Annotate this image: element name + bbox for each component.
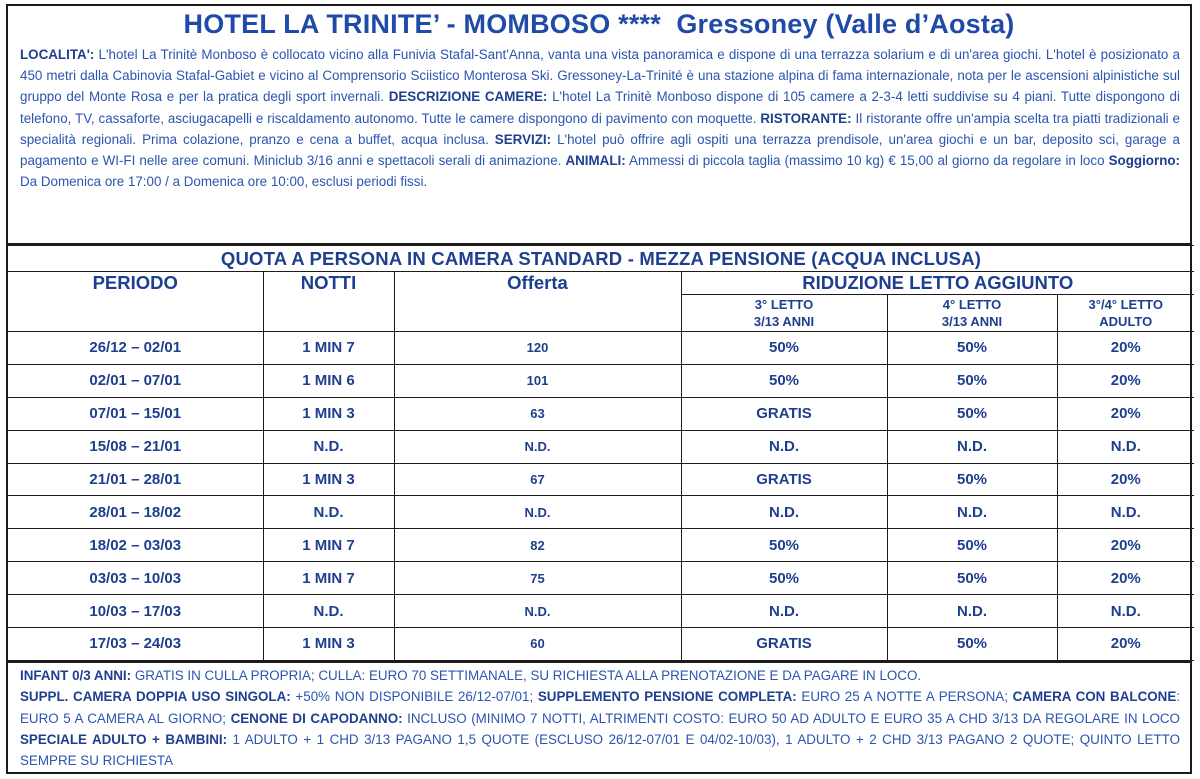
ristorante-text: Il ristorante offre un'ampia scelta tra piatti tradizionali e specialità regionali. Prima colazione, pranzo e cena a buffet, acqua inclusa. (20, 110, 1180, 147)
cell-offerta: 75 (394, 562, 681, 595)
cell-riduzione-3: 50% (681, 529, 887, 562)
cell-riduzione-4: N.D. (887, 595, 1057, 628)
cell-periodo: 03/03 – 10/03 (8, 562, 263, 595)
cell-riduzione-3: N.D. (681, 496, 887, 529)
cell-riduzione-3: GRATIS (681, 463, 887, 496)
balcone-text: : EURO 5 A CAMERA AL GIORNO; (20, 689, 1180, 726)
cell-periodo: 28/01 – 18/02 (8, 496, 263, 529)
page-title (8, 6, 1190, 42)
cell-periodo: 26/12 – 02/01 (8, 332, 263, 365)
table-row (8, 463, 1194, 496)
camere-text: L'hotel La Trinitè Monboso dispone di 105 camere a 2-3-4 letti suddivise su 4 piani. Tutte dispongono di telefono, TV, cassaforte, asciugacapelli e riscaldamento autonomo. Tutte le camere dispongono di pavimento con moquette. (20, 89, 1180, 126)
header-terzo-letto-line2: 3/13 ANNI (753, 314, 815, 329)
cell-notti: 1 MIN 3 (263, 463, 394, 496)
soggiorno-label: Soggiorno: (1108, 153, 1181, 169)
table-row (8, 430, 1194, 463)
camere-label: DESCRIZIONE CAMERE: (388, 89, 548, 105)
cell-periodo: 18/02 – 03/03 (8, 529, 263, 562)
cell-riduzione-4: 50% (887, 529, 1057, 562)
cell-offerta: 101 (394, 364, 681, 397)
cell-riduzione-3: N.D. (681, 430, 887, 463)
cell-riduzione-4: N.D. (887, 496, 1057, 529)
table-row (8, 364, 1194, 397)
cell-offerta: 63 (394, 397, 681, 430)
singola-text: +50% NON DISPONIBILE 26/12-07/01; (290, 689, 538, 705)
singola-label: SUPPL. CAMERA DOPPIA USO SINGOLA: (20, 689, 291, 705)
price-table (8, 245, 1194, 661)
completa-label: SUPPLEMENTO PENSIONE COMPLETA: (537, 689, 797, 705)
booking-notes (8, 661, 1190, 771)
table-band-title: QUOTA A PERSONA IN CAMERA STANDARD - MEZZA PENSIONE (ACQUA INCLUSA) (8, 246, 1194, 272)
table-row (8, 496, 1194, 529)
localita-label: LOCALITA': (20, 47, 95, 62)
infant-label: INFANT 0/3 ANNI: (20, 667, 132, 683)
hotel-description (8, 42, 1190, 245)
cell-riduzione-4: 50% (887, 332, 1057, 365)
completa-text: EURO 25 A NOTTE A PERSONA; (796, 689, 1013, 705)
cell-notti: 1 MIN 3 (263, 628, 394, 661)
header-adulto-letto-line1: 3°/4° LETTO (1088, 297, 1163, 312)
cell-notti: 1 MIN 3 (263, 397, 394, 430)
speciale-text: 1 ADULTO + 1 CHD 3/13 PAGANO 1,5 QUOTE (ESCLUSO 26/12-07/01 E 04/02-10/03), 1 ADULTO + 2 CHD 3/13 PAGANO 2 QUOTE; QUINTO LETTO SEMPRE SU RICHIESTA (20, 731, 1180, 769)
cell-riduzione-4: 50% (887, 562, 1057, 595)
cell-riduzione-4: 50% (887, 364, 1057, 397)
cell-riduzione-adulto: 20% (1057, 332, 1194, 365)
cell-riduzione-3: 50% (681, 364, 887, 397)
cell-riduzione-adulto: N.D. (1057, 430, 1194, 463)
cell-periodo: 15/08 – 21/01 (8, 430, 263, 463)
capodanno-label: CENONE DI CAPODANNO: (230, 710, 403, 726)
cell-notti: N.D. (263, 595, 394, 628)
cell-riduzione-adulto: 20% (1057, 628, 1194, 661)
header-riduzione: RIDUZIONE LETTO AGGIUNTO (681, 272, 1194, 295)
cell-notti: 1 MIN 7 (263, 562, 394, 595)
table-row (8, 332, 1194, 365)
table-row (8, 595, 1194, 628)
table-row (8, 562, 1194, 595)
cell-periodo: 07/01 – 15/01 (8, 397, 263, 430)
cell-riduzione-4: 50% (887, 397, 1057, 430)
header-terzo-letto-line1: 3° LETTO (754, 297, 814, 312)
balcone-label: CAMERA CON BALCONE (1012, 689, 1177, 705)
header-notti: NOTTI (263, 272, 394, 332)
cell-offerta: 120 (394, 332, 681, 365)
cell-riduzione-adulto: N.D. (1057, 595, 1194, 628)
hotel-price-sheet (6, 4, 1192, 774)
cell-riduzione-4: 50% (887, 628, 1057, 661)
cell-periodo: 17/03 – 24/03 (8, 628, 263, 661)
cell-riduzione-adulto: N.D. (1057, 496, 1194, 529)
cell-offerta: 60 (394, 628, 681, 661)
table-row (8, 628, 1194, 661)
hotel-name: HOTEL LA TRINITE’ - MOMBOSO **** (183, 9, 661, 39)
cell-offerta: N.D. (394, 595, 681, 628)
cell-riduzione-4: N.D. (887, 430, 1057, 463)
header-quarto-letto-line1: 4° LETTO (942, 297, 1002, 312)
cell-notti: 1 MIN 6 (263, 364, 394, 397)
cell-riduzione-3: 50% (681, 562, 887, 595)
cell-notti: N.D. (263, 496, 394, 529)
cell-riduzione-3: N.D. (681, 595, 887, 628)
header-quarto-letto (887, 295, 1057, 332)
cell-riduzione-adulto: 20% (1057, 529, 1194, 562)
cell-notti: N.D. (263, 430, 394, 463)
ristorante-label: RISTORANTE: (760, 110, 852, 126)
soggiorno-text: Da Domenica ore 17:00 / a Domenica ore 10:00, esclusi periodi fissi. (20, 174, 428, 190)
capodanno-text: INCLUSO (MINIMO 7 NOTTI, ALTRIMENTI COSTO: EURO 50 AD ADULTO E EURO 35 A CHD 3/13 DA REGOLARE IN LOCO (402, 710, 1180, 726)
cell-riduzione-3: GRATIS (681, 397, 887, 430)
cell-offerta: 82 (394, 529, 681, 562)
servizi-text: L'hotel può offrire agli ospiti una terrazza prendisole, un'area giochi e un bar, deposito sci, garage a pagamento e WI-FI nelle aree comuni. Miniclub 3/16 anni e spettacoli serali di animazione. (20, 131, 1180, 169)
header-quarto-letto-line2: 3/13 ANNI (941, 314, 1003, 329)
cell-notti: 1 MIN 7 (263, 529, 394, 562)
animali-label: ANIMALI: (565, 153, 626, 169)
speciale-label: SPECIALE ADULTO + BAMBINI: (20, 731, 228, 747)
header-offerta: Offerta (394, 272, 681, 332)
header-adulto-letto-line2: ADULTO (1099, 314, 1153, 329)
header-terzo-letto (681, 295, 887, 332)
cell-riduzione-adulto: 20% (1057, 562, 1194, 595)
header-adulto-letto (1057, 295, 1194, 332)
infant-text: GRATIS IN CULLA PROPRIA; CULLA: EURO 70 SETTIMANALE, SU RICHIESTA ALLA PRENOTAZIONE E DA PAGARE IN LOCO. (131, 667, 922, 683)
header-periodo: PERIODO (8, 272, 263, 332)
cell-riduzione-3: GRATIS (681, 628, 887, 661)
cell-riduzione-adulto: 20% (1057, 463, 1194, 496)
table-row (8, 397, 1194, 430)
localita-text: L'hotel La Trinitè Monboso è collocato vicino alla Funivia Stafal-Sant'Anna, vanta una vista panoramica e dispone di una terrazza solarium e di un'area giochi. L'hotel è posizionato a 450 metri dalla Cabinovia Stafal-Gabiet e vicino al Comprensorio Sciistico Monterosa Ski. Gressoney-La-Trinité è una stazione alpina di fama internazionale, nota per le ascensioni alpinistiche sul gruppo del Monte Rosa e per la pratica degli sport invernali. (20, 47, 1180, 105)
servizi-label: SERVIZI: (494, 131, 552, 147)
cell-periodo: 02/01 – 07/01 (8, 364, 263, 397)
hotel-location: Gressoney (Valle d’Aosta) (676, 9, 1015, 39)
cell-offerta: 67 (394, 463, 681, 496)
cell-riduzione-3: 50% (681, 332, 887, 365)
cell-periodo: 21/01 – 28/01 (8, 463, 263, 496)
cell-riduzione-adulto: 20% (1057, 364, 1194, 397)
table-row (8, 529, 1194, 562)
animali-text: Ammessi di piccola taglia (massimo 10 kg) € 15,00 al giorno da regolare in loco (625, 153, 1109, 169)
cell-offerta: N.D. (394, 496, 681, 529)
cell-riduzione-4: 50% (887, 463, 1057, 496)
cell-riduzione-adulto: 20% (1057, 397, 1194, 430)
cell-notti: 1 MIN 7 (263, 332, 394, 365)
cell-periodo: 10/03 – 17/03 (8, 595, 263, 628)
cell-offerta: N.D. (394, 430, 681, 463)
